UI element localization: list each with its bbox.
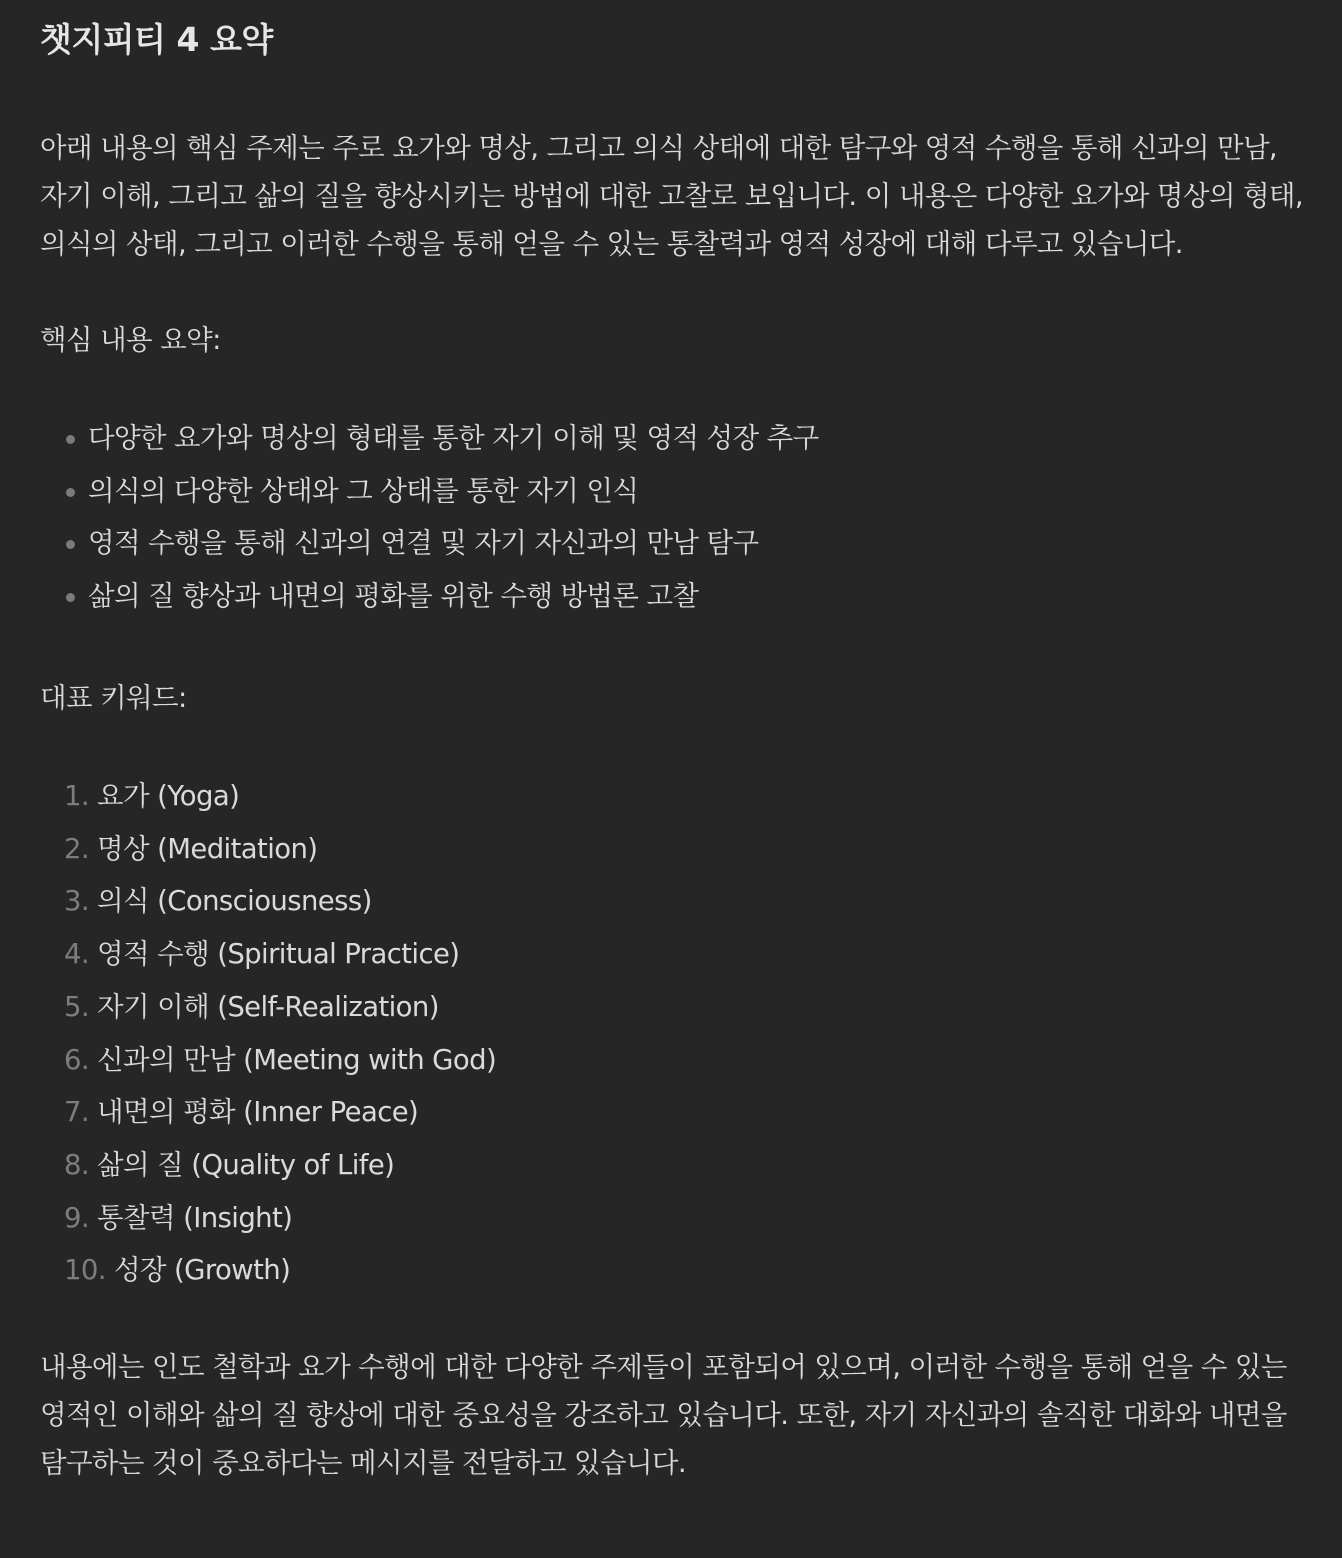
summary-item-text: 영적 수행을 통해 신과의 연결 및 자기 자신과의 만남 탐구 [88, 527, 759, 559]
keyword-number: 9. [64, 1201, 90, 1234]
keyword-item [64, 1192, 1320, 1245]
keyword-number: 8. [64, 1148, 90, 1181]
keyword-number: 7. [64, 1096, 90, 1129]
keyword-text: 내면의 평화 (Inner Peace) [97, 1096, 419, 1129]
keyword-text: 성장 (Growth) [113, 1254, 291, 1287]
keyword-number: 10. [64, 1254, 106, 1287]
summary-item [64, 465, 1320, 518]
summary-item [64, 517, 1320, 570]
keyword-item [64, 770, 1320, 823]
keyword-item [64, 875, 1320, 928]
summary-item-text: 의식의 다양한 상태와 그 상태를 통한 자기 인식 [88, 474, 639, 507]
keyword-number: 5. [64, 990, 90, 1023]
keyword-item [64, 1086, 1320, 1139]
bullet-dot-icon [66, 488, 75, 497]
keyword-text: 명상 (Meditation) [97, 832, 318, 865]
keyword-item [64, 1034, 1320, 1087]
intro-paragraph: 아래 내용의 핵심 주제는 주로 요가와 명상, 그리고 의식 상태에 대한 탐구와 영적 수행을 통해 신과의 만남, 자기 이해, 그리고 삶의 질을 향상시키는 방법에 대한 고찰로 보입니다. 이 내용은 다양한 요가와 명상의 형태, 의식의 상태, 그리고 이러한 수행을 통해 얻을 수 있는 통찰력과 영적 성장에 대해 다루고 있습니다. [40, 132, 1304, 260]
keyword-item [64, 1244, 1320, 1297]
keyword-text: 의식 (Consciousness) [97, 885, 372, 918]
summary-heading: 핵심 내용 요약: [40, 324, 221, 356]
bullet-dot-icon [66, 435, 75, 444]
keyword-number: 3. [64, 885, 90, 918]
keyword-number: 1. [64, 780, 90, 812]
summary-item-text: 삶의 질 향상과 내면의 평화를 위한 수행 방법론 고찰 [88, 579, 699, 612]
keywords-heading: 대표 키워드: [40, 682, 187, 714]
keyword-number: 4. [64, 938, 90, 971]
bullet-dot-icon [66, 540, 75, 549]
summary-item-text: 다양한 요가와 명상의 형태를 통한 자기 이해 및 영적 성장 추구 [88, 422, 819, 454]
keyword-item [64, 981, 1320, 1034]
keyword-text: 삶의 질 (Quality of Life) [97, 1148, 395, 1181]
keyword-number: 6. [64, 1043, 90, 1076]
keyword-text: 영적 수행 (Spiritual Practice) [97, 938, 460, 971]
keyword-text: 요가 (Yoga) [97, 780, 240, 812]
summary-item [64, 570, 1320, 623]
summary-list [40, 412, 1320, 622]
keyword-number: 2. [64, 832, 90, 865]
bullet-dot-icon [66, 593, 75, 602]
conclusion-paragraph: 내용에는 인도 철학과 요가 수행에 대한 다양한 주제들이 포함되어 있으며, 이러한 수행을 통해 얻을 수 있는 영적인 이해와 삶의 질 향상에 대한 중요성을 강조하고 있습니다. 또한, 자기 자신과의 솔직한 대화와 내면을 탐구하는 것이 중요하다는 메시지를 전달하고 있습니다. [40, 1351, 1287, 1480]
summary-item [64, 412, 1320, 465]
keyword-text: 통찰력 (Insight) [97, 1201, 293, 1234]
keyword-text: 자기 이해 (Self-Realization) [97, 990, 439, 1023]
keyword-item [64, 928, 1320, 981]
keyword-text: 신과의 만남 (Meeting with God) [97, 1043, 497, 1076]
document-title: 챗지피티 4 요약 [40, 20, 273, 59]
keyword-item [64, 823, 1320, 876]
keyword-item [64, 1139, 1320, 1192]
keywords-list [40, 770, 1320, 1297]
